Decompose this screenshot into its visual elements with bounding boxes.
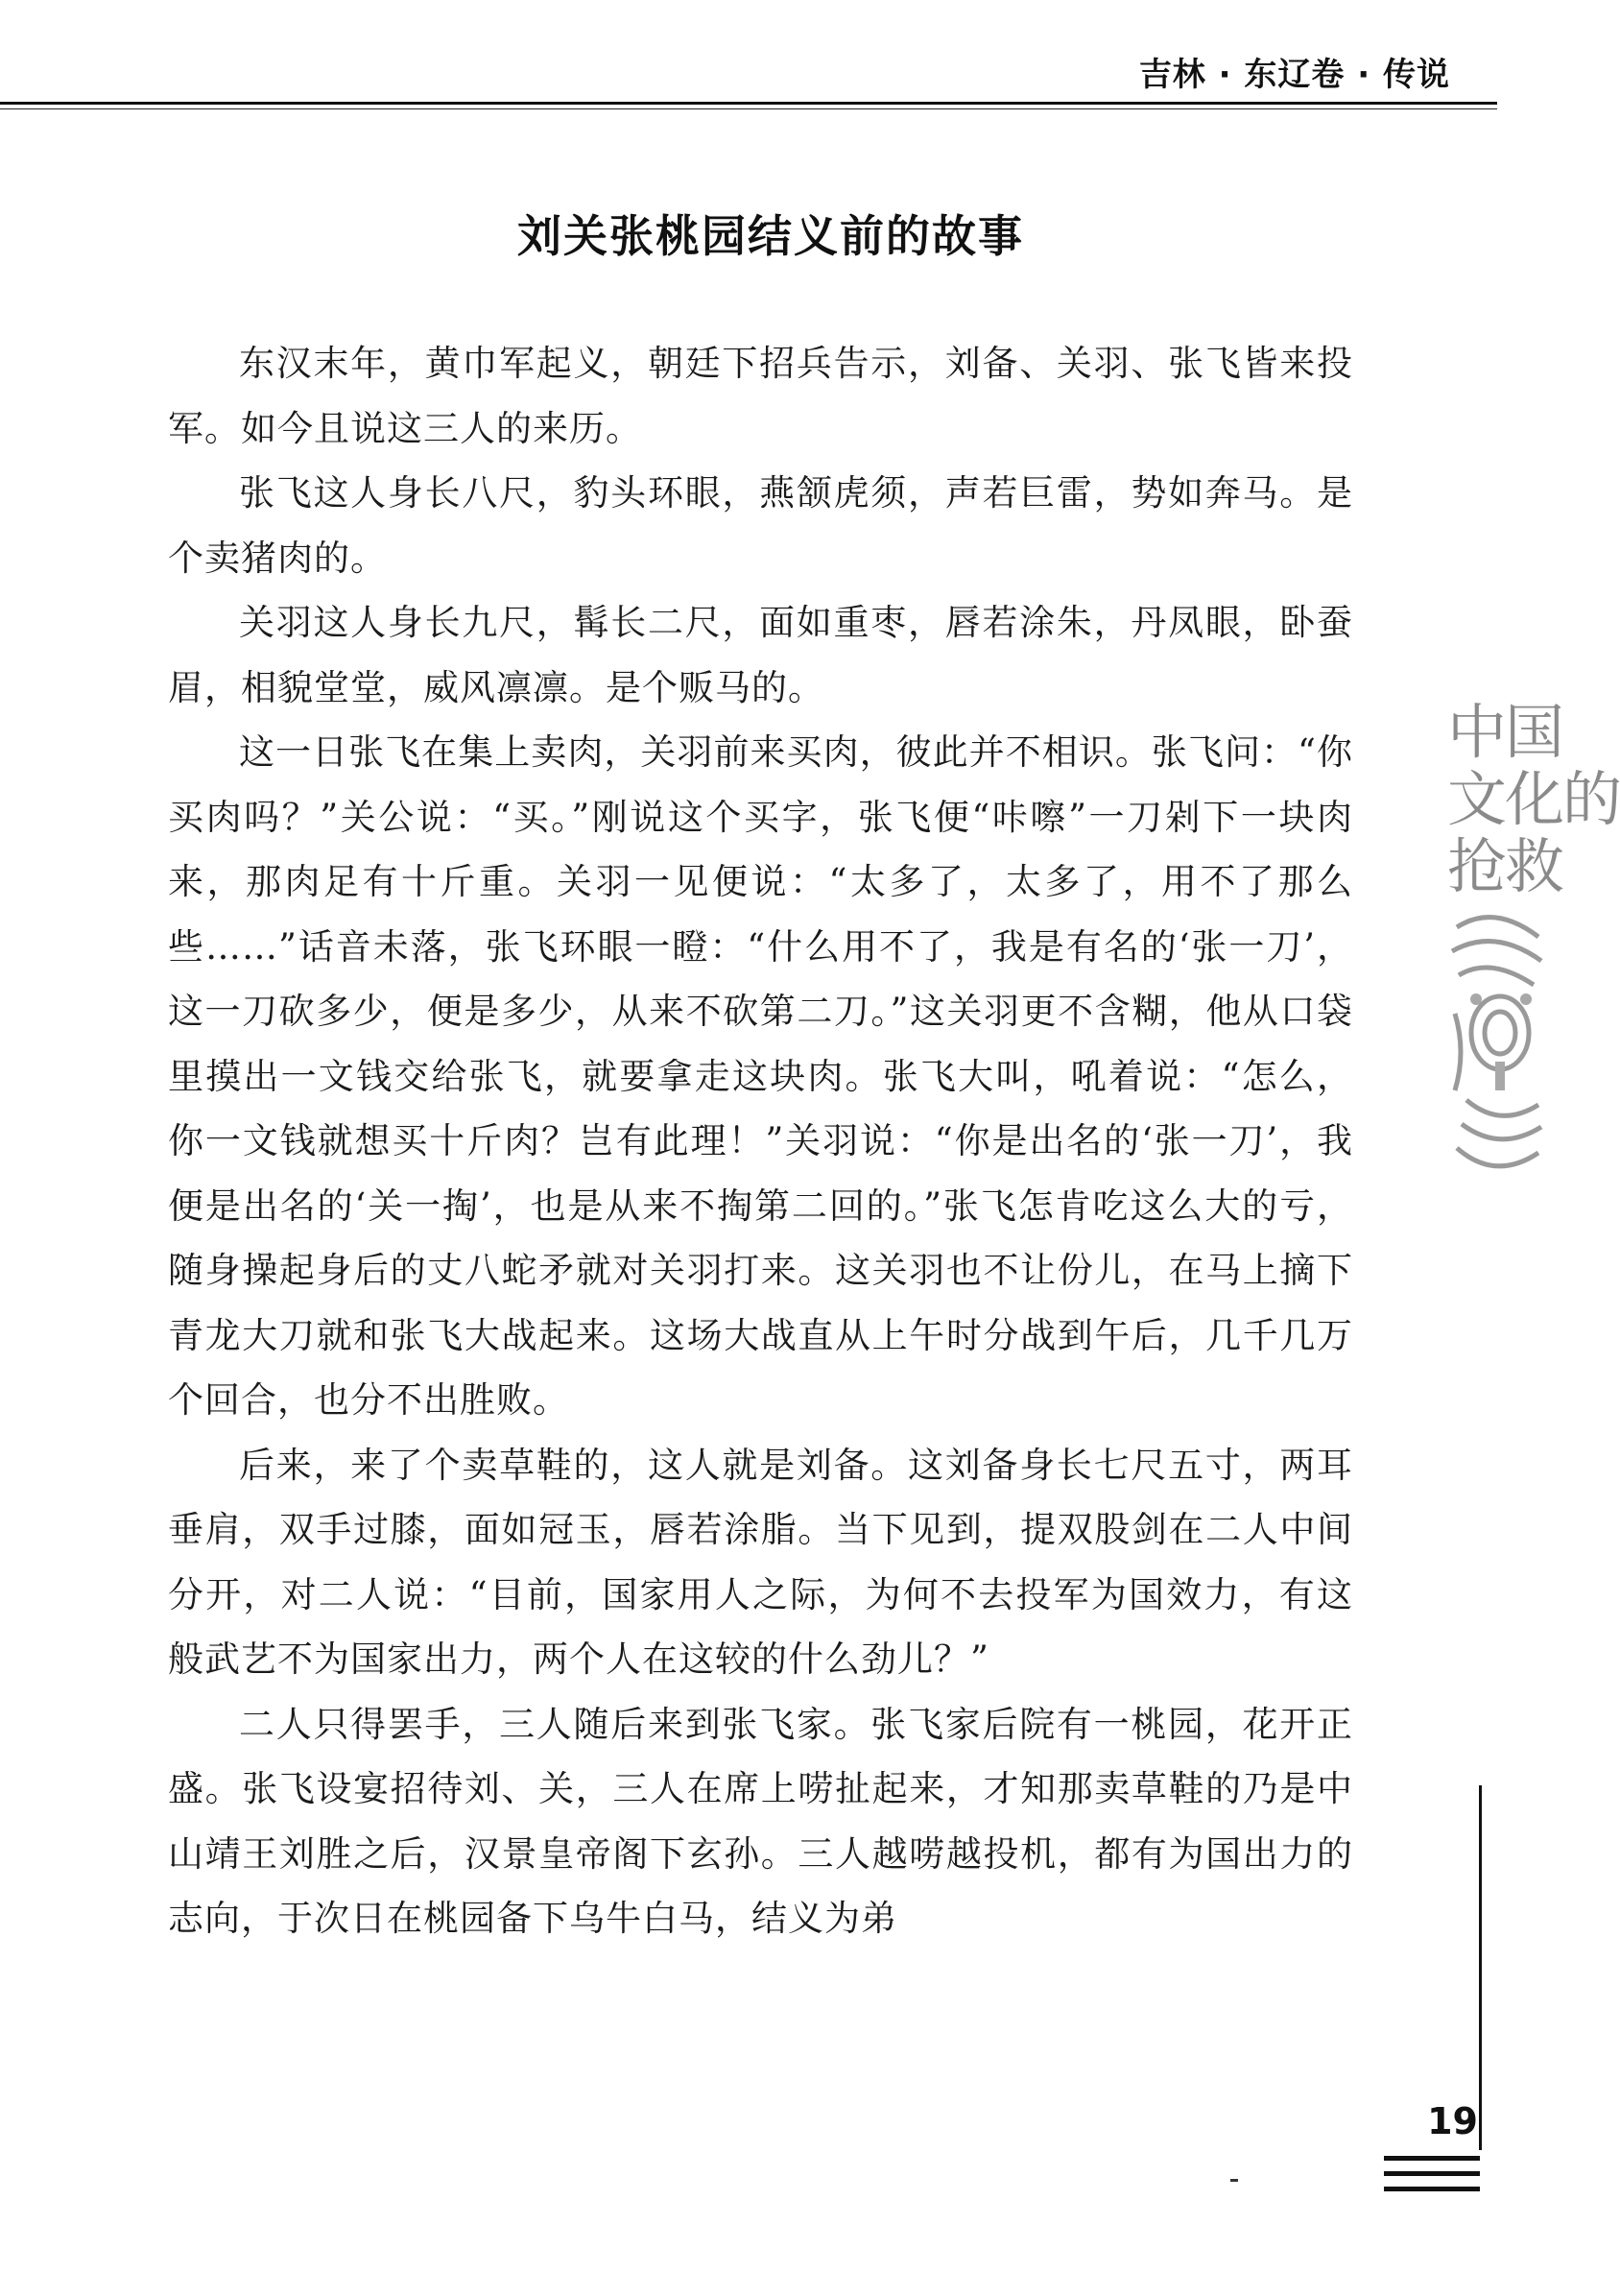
print-speck (1230, 2179, 1238, 2182)
header-rule-thin (0, 108, 1497, 109)
story-title: 刘关张桃园结义前的故事 (517, 210, 1024, 262)
paragraph: 二人只得罢手，三人随后来到张飞家。张飞家后院有一桃园，花开正盛。张飞设宴招待刘、关，三人在席上唠扯起来，才知那卖草鞋的乃是中山靖王刘胜之后，汉景皇帝阁下玄孙。三人越唠越投机，都有为国出力的志向，于次日在桃园备下乌牛白马，结义为弟 (168, 1703, 1353, 1939)
ornament-line: 抢救 (1447, 831, 1563, 901)
paragraph: 张飞这人身长八尺，豹头环眼，燕颔虎须，声若巨雷，势如奔马。是个卖猪肉的。 (168, 472, 1353, 579)
running-header: 吉林 · 东辽卷 · 传说 (1138, 56, 1450, 94)
page-number-bar (1384, 2187, 1480, 2191)
page-number-bar (1384, 2171, 1480, 2176)
margin-rule (1479, 1785, 1482, 2150)
story-body (168, 331, 1353, 1951)
side-ornament-watermark (1447, 697, 1620, 1217)
header-rule-thick (0, 102, 1497, 105)
page-number-bar (1384, 2156, 1480, 2161)
paragraph: 后来，来了个卖草鞋的，这人就是刘备。这刘备身长七尺五寸，两耳垂肩，双手过膝，面如冠玉，唇若涂脂。当下见到，提双股剑在二人中间分开，对二人说：“目前，国家用人之际，为何不去投军为国效力，有这般武艺不为国家出力，两个人在这较的什么劲儿？” (168, 1444, 1353, 1680)
paragraph: 这一日张飞在集上卖肉，关羽前来买肉，彼此并不相识。张飞问：“你买肉吗？”关公说：“买。”刚说这个买字，张飞便“咔嚓”一刀剁下一块肉来，那肉足有十斤重。关羽一见便说：“太多了，太多了，用不了那么些……”话音未落，张飞环眼一瞪：“什么用不了，我是有名的‘张一刀’，这一刀砍多少，便是多少，从来不砍第二刀。”这关羽更不含糊，他从口袋里摸出一文钱交给张飞，就要拿走这块肉。张飞大叫，吼着说：“怎么，你一文钱就想买十斤肉？岂有此理！”关羽说：“你是出名的‘张一刀’，我便是出名的‘关一掏’，也是从来不掏第二回的。”张飞怎肯吃这么大的亏，随身操起身后的丈八蛇矛就对关羽打来。这关羽也不让份儿，在马上摘下青龙大刀就和张飞大战起来。这场大战直从上午时分战到午后，几千几万个回合，也分不出胜败。 (168, 731, 1353, 1421)
page-number: 19 (1427, 2100, 1478, 2142)
mask-pattern-icon (1447, 908, 1541, 1196)
paragraph: 关羽这人身长九尺，髯长二尺，面如重枣，唇若涂朱，丹凤眼，卧蚕眉，相貌堂堂，威风凛凛。是个贩马的。 (168, 602, 1353, 708)
ornament-line: 文化的 (1447, 764, 1620, 834)
paragraph: 东汉末年，黄巾军起义，朝廷下招兵告示，刘备、关羽、张飞皆来投军。如今且说这三人的来历。 (168, 343, 1353, 449)
ornament-line: 中国 (1447, 697, 1563, 767)
